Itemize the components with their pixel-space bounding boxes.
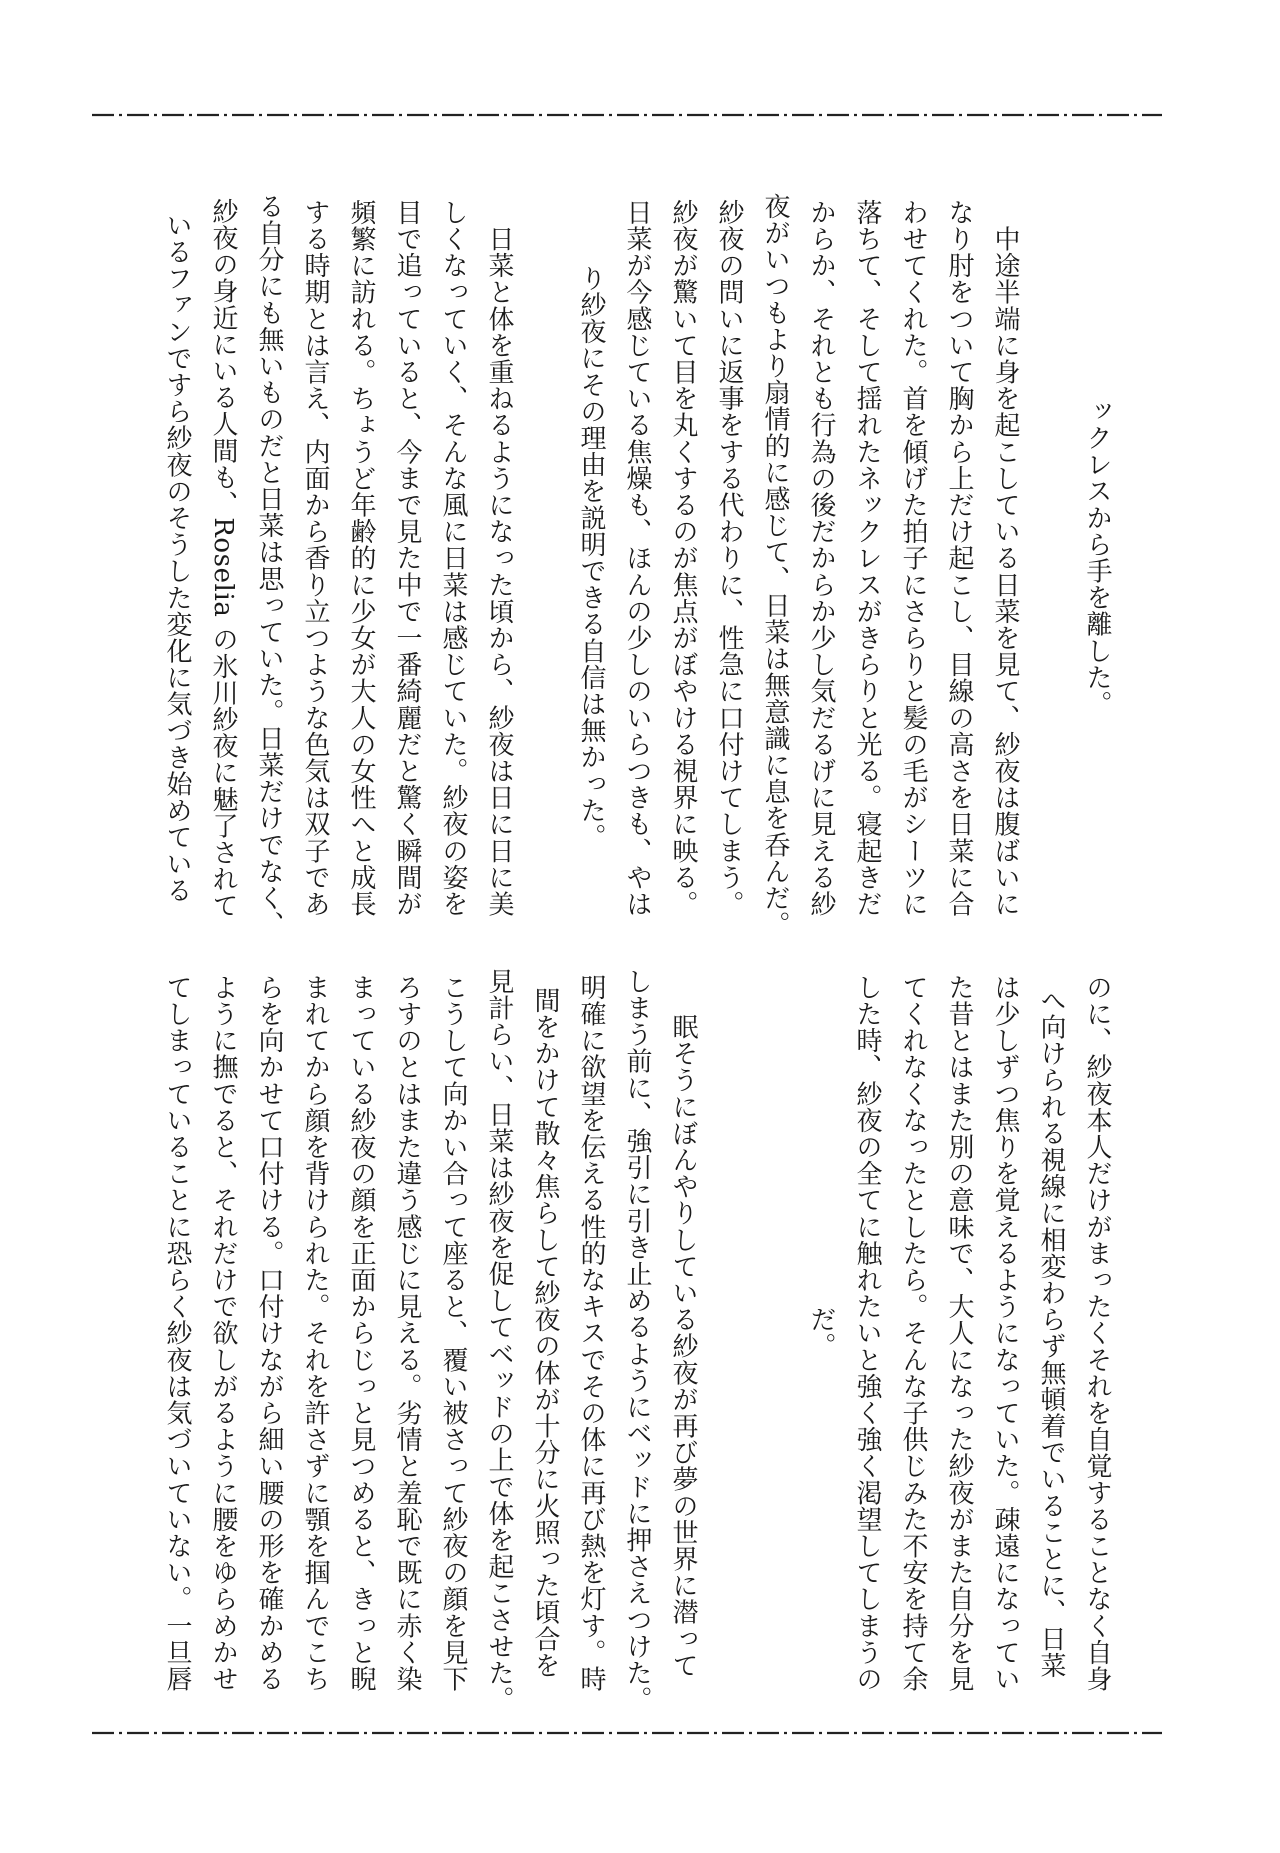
text-column: 眠そうにぼんやりしている紗夜が再び夢の世界に潜って [668, 987, 698, 1679]
text-column: ックレスから手を離した。 [1082, 398, 1112, 718]
text-column: り紗夜にその理由を説明できる自信は無かった。 [576, 265, 606, 851]
text-column: ように撫でると、それだけで欲しがるように腰をゆらめかせ [208, 973, 238, 1693]
text-column: まれてから顔を背けられた。それを許さずに顎を掴んでこち [300, 973, 330, 1693]
text-column: わせてくれた。首を傾げた拍子にさらりと髪の毛がシーツに [898, 198, 928, 918]
text-column: 中途半端に身を起こしている日菜を見て、紗夜は腹ばいに [990, 198, 1020, 918]
text-column: 見計らい、日菜は紗夜を促してベッドの上で体を起こさせた。 [484, 968, 514, 1713]
text-column: のに、紗夜本人だけがまったくそれを自覚することなく自身 [1082, 973, 1112, 1693]
text-column: ろすのとはまた違う感じに見える。劣情と羞恥で既に赤く染 [392, 973, 422, 1693]
text-column: 夜がいつもより扇情的に感じて、日菜は無意識に息を呑んだ。 [760, 193, 790, 938]
top-dash-dot-rule [92, 112, 1162, 118]
text-column: だ。 [806, 1306, 836, 1360]
bottom-dash-dot-rule [92, 1730, 1162, 1736]
text-column: 明確に欲望を伝える性的なキスでその体に再び熱を灯す。時 [576, 973, 606, 1693]
blank-column [706, 968, 752, 1698]
text-column: 日菜と体を重ねるようになった頃から、紗夜は日に日に美 [484, 198, 514, 918]
text-column: 間をかけて散々焦らして紗夜の体が十分に火照った頃合を [530, 987, 560, 1679]
text-column: こうして向かい合って座ると、覆い被さって紗夜の顔を見下 [438, 973, 468, 1693]
text-column: 目で追っていると、今まで見た中で一番綺麗だと驚く瞬間が [392, 198, 422, 918]
text-column: した時、紗夜の全てに触れたいと強く強く渇望してしまうの [852, 973, 882, 1693]
text-column: 落ちて、そして揺れたネックレスがきらりと光る。寝起きだ [852, 198, 882, 918]
text-column: しまう前に、強引に引き止めるようにベッドに押さえつけた。 [622, 968, 652, 1713]
text-column: する時期とは言え、内面から香り立つような色気は双子であ [300, 198, 330, 918]
blank-column [522, 193, 568, 923]
text-column: る自分にも無いものだと日菜は思っていた。日菜だけでなく、 [254, 193, 284, 938]
text-column: しくなっていく、そんな風に日菜は感じていた。紗夜の姿を [438, 198, 468, 918]
text-column: いるファンですら紗夜のそうした変化に気づき始めている [162, 212, 192, 904]
text-column: た昔とはまた別の意味で、大人になった紗夜がまた自分を見 [944, 973, 974, 1693]
lower-text-block [154, 968, 1120, 1713]
text-column: てしまっていることに恐らく紗夜は気づいていない。一旦唇 [162, 973, 192, 1693]
text-column: へ向けられる視線に相変わらず無頓着でいることに、日菜 [1036, 987, 1066, 1679]
blank-column [752, 968, 798, 1698]
text-column: 紗夜の問いに返事をする代わりに、性急に口付けてしまう。 [714, 198, 744, 918]
text-column: まっている紗夜の顔を正面からじっと見つめると、きっと睨 [346, 973, 376, 1693]
text-column: 頻繁に訪れる。ちょうど年齢的に少女が大人の女性へと成長 [346, 198, 376, 918]
text-column: 日菜が今感じている焦燥も、ほんの少しのいらつきも、やは [622, 198, 652, 918]
blank-column [1028, 193, 1074, 923]
text-column: てくれなくなったとしたら。そんな子供じみた不安を持て余 [898, 973, 928, 1693]
text-column: は少しずつ焦りを覚えるようになっていた。疎遠になってい [990, 973, 1020, 1693]
text-column: なり肘をついて胸から上だけ起こし、目線の高さを日菜に合 [944, 198, 974, 918]
text-column: らを向かせて口付ける。口付けながら細い腰の形を確かめる [254, 973, 284, 1693]
text-column: 紗夜が驚いて目を丸くするのが焦点がぼやける視界に映る。 [668, 198, 698, 918]
text-column: からか、それとも行為の後だからか少し気だるげに見える紗 [806, 198, 836, 918]
text-column: 紗夜の身近にいる人間も、Roselia の氷川紗夜に魅了されて [208, 197, 238, 919]
upper-text-block [154, 193, 1120, 938]
